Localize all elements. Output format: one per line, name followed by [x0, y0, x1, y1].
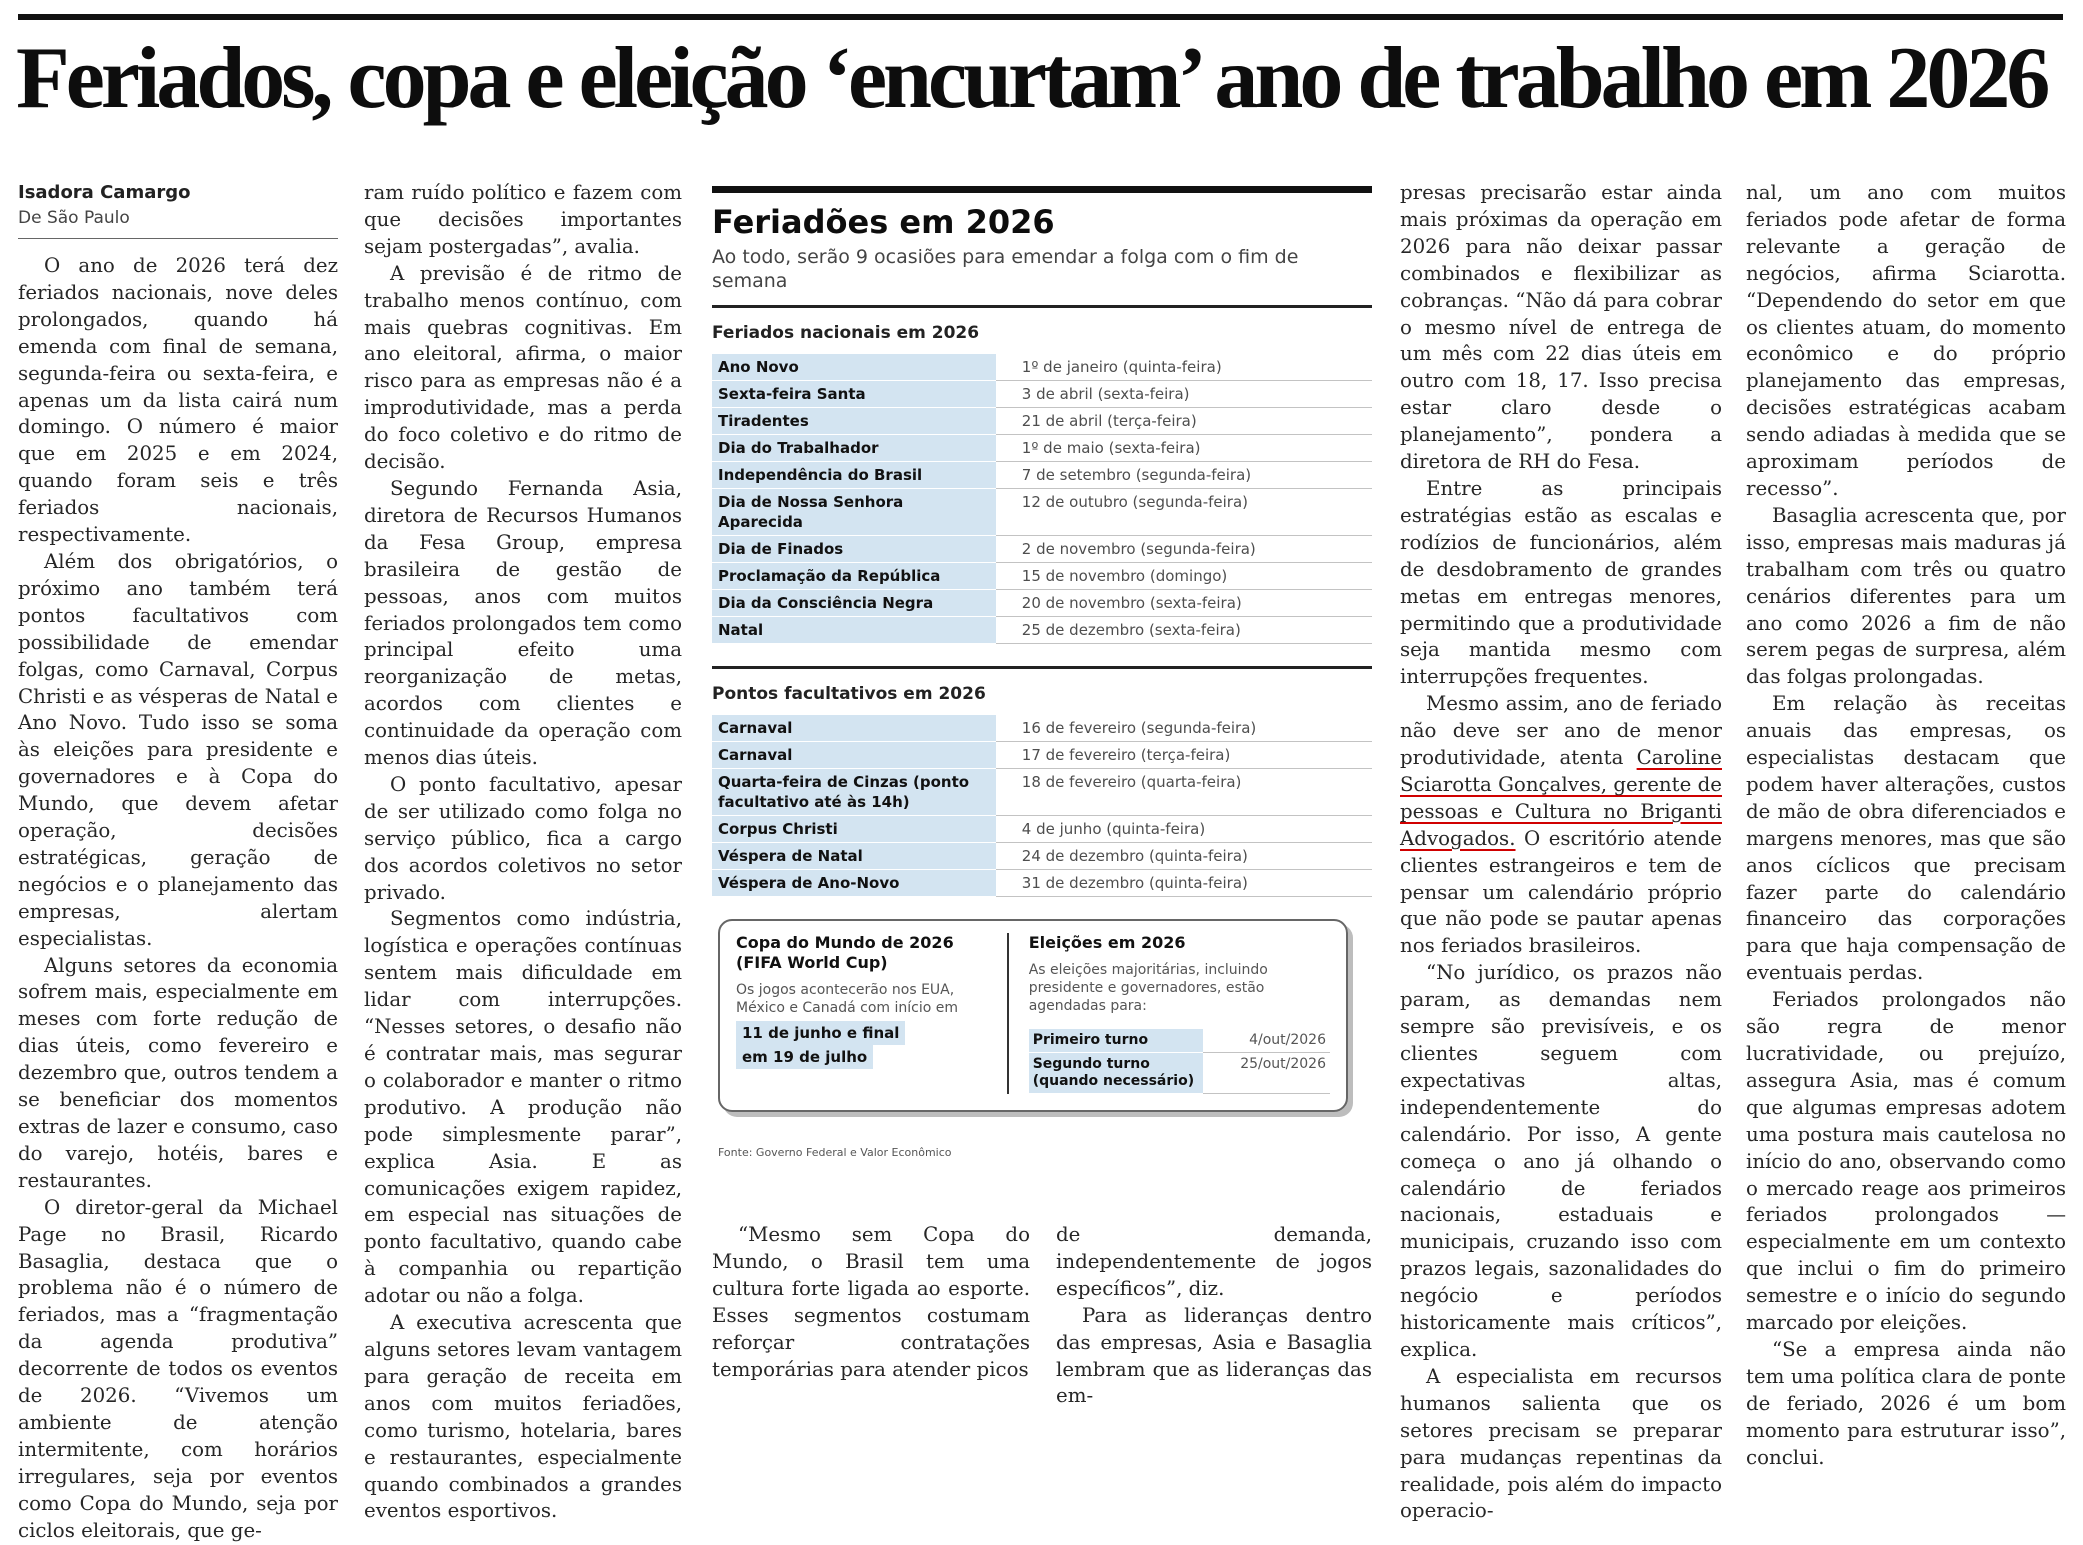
paragraph: A previsão é de ritmo de trabalho menos contínuo, com mais quebras cognitivas. Em ano eleitoral, afirma, o maior risco para as empresas não é a improdutividade, mas a perda do foco coletivo e do ritmo de decisão. [364, 261, 682, 474]
eleicoes-box [1009, 933, 1330, 1094]
paragraph: Além dos obrigatórios, o próximo ano também terá pontos facultativos com possibilidade de emendar folgas, como Carnaval, Corpus Christi e as vésperas de Natal e Ano Novo. Tudo isso se soma às eleições para presidente e governadores e à Copa do Mundo, que devem afetar operação, decisões estratégicas, geração de negócios e o planejamento das empresas, alertam especialistas. [18, 549, 338, 950]
holiday-date: 18 de fevereiro (quarta-feira) [996, 769, 1372, 816]
paragraph: presas precisarão estar ainda mais próximas da operação em 2026 para não deixar passar combinados e flexibilizar as cobranças. “Não dá para cobrar o mesmo nível de entrega de um mês com 22 dias úteis em outro com 18, 17. Isso precisa estar claro desde o planejamento”, pondera a diretora de RH do Fesa. [1400, 181, 1722, 474]
holiday-date: 17 de fevereiro (terça-feira) [996, 742, 1372, 769]
paragraph: Segmentos como indústria, logística e operações contínuas sentem mais dificuldade em lidar com interrupções. “Nesses setores, o desafio não é contratar mais, mas segurar o colaborador e manter o ritmo produtivo. A produção não pode simplesmente parar”, explica Asia. E as comunicações exigem rapidez, em especial nas situações de ponto facultativo, quando cabe à companhia ou repartição adotar ou não a folga. [364, 907, 682, 1308]
pontos-facultativos-label: Pontos facultativos em 2026 [712, 684, 986, 704]
feriado-row [712, 462, 1372, 489]
feriado-row [712, 617, 1372, 644]
holiday-name: Dia da Consciência Negra [712, 590, 996, 617]
holiday-name: Dia de Finados [712, 536, 996, 563]
eleicoes-title: Eleições em 2026 [1028, 933, 1186, 952]
paragraph: “Se a empresa ainda não tem uma política clara de ponte de feriado, 2026 é um bom momento para estruturar isso”, conclui. [1746, 1337, 2066, 1469]
copa-box [736, 933, 1009, 1094]
holiday-name: Natal [712, 617, 996, 644]
column-3-bottom [712, 1222, 1030, 1383]
feriado-row [712, 489, 1372, 536]
paragraph: Em relação às receitas anuais das empresas, os especialistas destacam que podem haver alterações, custos de mão de obra diferenciados e margens menores, mas que são anos cíclicos que precisam fazer parte do calendário financeiro das corporações para que haja compensação de eventuais perdas. [1746, 692, 2066, 985]
facultativo-row [712, 742, 1372, 769]
turno-name: Primeiro turno [1029, 1029, 1204, 1053]
feriado-row [712, 354, 1372, 381]
feriados-nacionais-label: Feriados nacionais em 2026 [712, 323, 980, 343]
holiday-date: 25 de dezembro (sexta-feira) [996, 617, 1372, 644]
paragraph: ram ruído político e fazem com que decisões importantes sejam postergadas”, avalia. [364, 181, 682, 258]
paragraph: A especialista em recursos humanos salienta que os setores precisam se preparar para mudanças repentinas da realidade, pois além do impacto operacio- [1400, 1364, 1722, 1523]
turno-name: Segundo turno (quando necessário) [1029, 1053, 1204, 1094]
facultativo-row [712, 769, 1372, 816]
byline-source: De São Paulo [18, 208, 130, 228]
holiday-date: 2 de novembro (segunda-feira) [996, 536, 1372, 563]
infographic-rule-2 [712, 666, 1372, 669]
facultativo-row [712, 715, 1372, 742]
feriado-row [712, 381, 1372, 408]
turno-row [1029, 1029, 1330, 1053]
copa-highlight-2: em 19 de julho [736, 1045, 873, 1069]
facultativo-row [712, 870, 1372, 897]
events-card [718, 919, 1348, 1112]
holiday-date: 31 de dezembro (quinta-feira) [996, 870, 1372, 897]
turno-date: 25/out/2026 [1203, 1053, 1330, 1094]
paragraph: Alguns setores da economia sofrem mais, especialmente em meses com forte redução de dias úteis, como fevereiro e dezembro que, outros tendem a se beneficiar dos momentos extras de lazer e consumo, caso do varejo, hotéis, bares e restaurantes. [18, 953, 338, 1192]
paragraph: O diretor-geral da Michael Page no Brasil, Ricardo Basaglia, destaca que o problema não é o número de feriados, mas a “fragmentação da agenda produtiva” decorrente de todos os eventos de 2026. “Vivemos um ambiente de atenção intermitente, com horários irregulares, seja por eventos como Copa do Mundo, seja por ciclos eleitorais, que ge- [18, 1195, 338, 1542]
holiday-date: 24 de dezembro (quinta-feira) [996, 843, 1372, 870]
copa-desc: Os jogos acontecerão nos EUA, México e Canadá com início em [736, 982, 958, 1016]
column-6 [1746, 180, 2066, 1472]
headline: Feriados, copa e eleição ‘encurtam’ ano de trabalho em 2026 [16, 30, 2047, 127]
infographic-rule [712, 305, 1372, 308]
byline-rule [18, 238, 338, 239]
paragraph: de demanda, independentemente de jogos específicos”, diz. [1056, 1223, 1372, 1300]
turno-date: 4/out/2026 [1203, 1029, 1330, 1053]
copa-title: Copa do Mundo de 2026 (FIFA World Cup) [736, 933, 954, 972]
column-4-bottom [1056, 1222, 1372, 1410]
paragraph-underlined [1400, 691, 1722, 960]
holiday-date: 1º de janeiro (quinta-feira) [996, 354, 1372, 381]
column-1 [18, 180, 338, 1545]
paragraph: Feriados prolongados não são regra de menor lucratividade, ou prejuízo, assegura Asia, mas é comum que algumas empresas adotem uma postura mais cautelosa no início do ano, observando como o mercado reage aos primeiros feriados prolongados — especialmente em um contexto que inclui o fim do primeiro semestre e o início do segundo marcado por eleições. [1746, 988, 2066, 1335]
facultativo-row [712, 816, 1372, 843]
holiday-date: 15 de novembro (domingo) [996, 563, 1372, 590]
holiday-name: Independência do Brasil [712, 462, 996, 489]
paragraph: Basaglia acrescenta que, por isso, empresas mais maduras já trabalham com três ou quatro cenários diferentes para um ano como 2026 a fim de não serem pegas de surpresa, além das folgas prolongadas. [1746, 503, 2066, 689]
paragraph: “No jurídico, os prazos não param, as demandas nem sempre são previsíveis, e os clientes seguem com expectativas altas, independentemente do calendário. Por isso, A gente começa o ano já olhando o calendário de feriados nacionais, estaduais e municipais, cruzando isso com prazos legais, sazonalidades do negócio e períodos historicamente mais críticos”, explica. [1400, 961, 1722, 1361]
holiday-name: Ano Novo [712, 354, 996, 381]
feriado-row [712, 563, 1372, 590]
feriado-row [712, 408, 1372, 435]
holiday-name: Dia de Nossa Senhora Aparecida [712, 489, 996, 536]
feriado-row [712, 435, 1372, 462]
pontos-facultativos-table [712, 715, 1372, 897]
turno-row [1029, 1053, 1330, 1094]
holiday-name: Corpus Christi [712, 816, 996, 843]
infographic-top-bar [712, 186, 1372, 193]
holiday-date: 16 de fevereiro (segunda-feira) [996, 715, 1372, 742]
holiday-name: Tiradentes [712, 408, 996, 435]
column-5 [1400, 180, 1722, 1525]
paragraph: Para as lideranças dentro das empresas, Asia e Basaglia lembram que as lideranças das em- [1056, 1303, 1372, 1408]
byline-author: Isadora Camargo [18, 182, 191, 203]
holiday-date: 3 de abril (sexta-feira) [996, 381, 1372, 408]
infographic [712, 186, 1372, 1196]
holiday-name: Carnaval [712, 715, 996, 742]
infographic-subtitle: Ao todo, serão 9 ocasiões para emendar a folga com o fim de semana [712, 246, 1299, 292]
paragraph: Segundo Fernanda Asia, diretora de Recursos Humanos da Fesa Group, empresa brasileira de gestão de pessoas, anos com muitos feriados prolongados tem como principal efeito uma reorganização de metas, acordos com clientes e continuidade da operação com menos dias úteis. [364, 476, 682, 770]
turnos-table [1029, 1029, 1330, 1094]
holiday-date: 21 de abril (terça-feira) [996, 408, 1372, 435]
infographic-source: Fonte: Governo Federal e Valor Econômico [718, 1146, 952, 1159]
paragraph: “Mesmo sem Copa do Mundo, o Brasil tem uma cultura forte ligada ao esporte. Esses segmentos costumam reforçar contratações temporárias para atender picos [712, 1223, 1030, 1381]
holiday-date: 1º de maio (sexta-feira) [996, 435, 1372, 462]
holiday-name: Véspera de Natal [712, 843, 996, 870]
holiday-date: 7 de setembro (segunda-feira) [996, 462, 1372, 489]
holiday-date: 4 de junho (quinta-feira) [996, 816, 1372, 843]
paragraph-text: O escritório atende clientes estrangeiros e tem de pensar um calendário próprio que não pode se pautar apenas nos feriados brasileiros. [1400, 826, 1722, 958]
paragraph: O ano de 2026 terá dez feriados nacionais, nove deles prolongados, quando há emenda com final de semana, segunda-feira ou sexta-feira, e apenas um da lista cairá num domingo. O número é maior que em 2025 e em 2024, quando foram seis e três feriados nacionais, respectivamente. [18, 254, 338, 547]
paragraph-text: Mesmo assim, ano de feriado não deve ser ano de menor produtividade, atenta [1400, 692, 1722, 770]
underlined-text: Caroline Sciarotta Gonçalves, gerente de pessoas e Cultura no Briganti Advogados. [1400, 746, 1722, 850]
holiday-name: Véspera de Ano-Novo [712, 870, 996, 897]
feriado-row [712, 590, 1372, 617]
holiday-name: Quarta-feira de Cinzas (ponto facultativo até às 14h) [712, 769, 996, 816]
paragraph: O ponto facultativo, apesar de ser utilizado como folga no serviço público, fica a cargo dos acordos coletivos no setor privado. [364, 772, 682, 904]
holiday-name: Dia do Trabalhador [712, 435, 996, 462]
paragraph: A executiva acrescenta que alguns setores levam vantagem para geração de receita em anos com muitos feriadões, como turismo, hotelaria, bares e restaurantes, especialmente quando combinados a grandes eventos esportivos. [364, 1311, 682, 1523]
copa-highlight-1: 11 de junho e final [736, 1021, 905, 1045]
paragraph: nal, um ano com muitos feriados pode afetar de forma relevante a geração de negócios, afirma Sciarotta. “Dependendo do setor em que os clientes atuam, do momento econômico e do próprio planejamento das empresas, decisões estratégicas acabam sendo adiadas à medida que se aproximam períodos de recesso”. [1746, 181, 2066, 500]
holiday-name: Sexta-feira Santa [712, 381, 996, 408]
holiday-name: Proclamação da República [712, 563, 996, 590]
eleicoes-desc: As eleições majoritárias, incluindo presidente e governadores, estão agendadas para: [1028, 962, 1268, 1014]
holiday-date: 20 de novembro (sexta-feira) [996, 590, 1372, 617]
holiday-name: Carnaval [712, 742, 996, 769]
column-2 [364, 180, 682, 1525]
infographic-title: Feriadões em 2026 [712, 203, 1055, 241]
feriado-row [712, 536, 1372, 563]
feriados-nacionais-table [712, 354, 1372, 644]
holiday-date: 12 de outubro (segunda-feira) [996, 489, 1372, 536]
paragraph: Entre as principais estratégias estão as escalas e rodízios de funcionários, além de desdobramento de grandes metas em entregas menores, permitindo que a produtividade seja mantida mesmo com interrupções frequentes. [1400, 476, 1722, 689]
facultativo-row [712, 843, 1372, 870]
